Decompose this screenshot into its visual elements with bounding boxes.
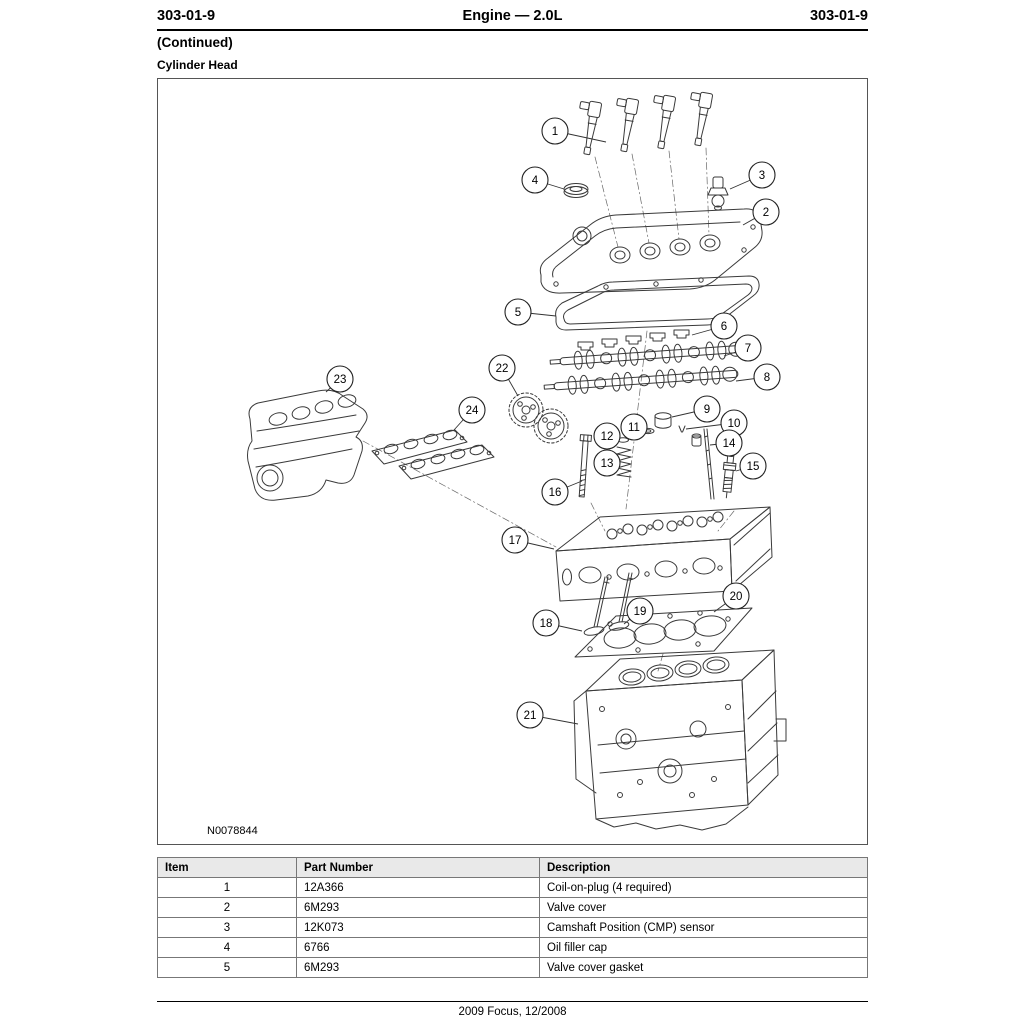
cell-item: 5 [158,958,297,978]
callout-9 [672,396,720,422]
svg-text:2: 2 [762,207,770,219]
svg-text:19: 19 [633,606,647,618]
svg-text:7: 7 [744,343,752,355]
svg-text:23: 23 [333,374,347,386]
callout-24 [454,397,485,430]
svg-text:21: 21 [523,710,537,722]
exhaust-manifold-drawing [248,390,368,500]
callout-5 [505,299,556,325]
cell-item: 3 [158,918,297,938]
callout-2 [743,199,779,225]
table-row [158,898,868,918]
header-row [158,858,868,878]
section-title: Cylinder Head [157,58,238,72]
continued-label: (Continued) [157,35,233,50]
svg-text:13: 13 [600,458,614,470]
svg-text:6: 6 [720,321,728,333]
svg-text:15: 15 [746,461,760,473]
callout-22 [489,355,518,396]
svg-text:14: 14 [722,438,736,450]
svg-text:12: 12 [600,431,614,443]
callout-21 [517,702,578,728]
page-footer [157,1001,868,1018]
cell-description: Camshaft Position (CMP) sensor [540,918,868,938]
svg-text:22: 22 [495,363,509,375]
callout-20 [714,583,749,612]
timing-sprockets-drawing [509,393,568,443]
svg-text:4: 4 [531,175,539,187]
cell-part-number: 6M293 [297,898,540,918]
callout-16 [542,479,582,505]
svg-text:1: 1 [551,126,559,138]
callout-18 [533,610,582,636]
callout-7 [724,335,761,361]
svg-text:24: 24 [465,405,479,417]
callout-13 [594,450,620,476]
table-row [158,938,868,958]
header-section-left: 303-01-9 [157,8,216,24]
callout-3 [730,162,775,189]
svg-text:18: 18 [539,618,553,630]
cmp-sensor-drawing [708,177,728,210]
callout-6 [692,313,737,339]
table-row [158,878,868,898]
column-header-part-number: Part Number [297,858,540,878]
cell-item: 4 [158,938,297,958]
svg-text:5: 5 [514,307,522,319]
parts-table [157,857,868,978]
manifold-gaskets-drawing [372,429,494,479]
spark-plug-drawing [720,453,737,498]
cell-item: 1 [158,878,297,898]
figure-number: N0078844 [207,825,258,837]
callout-15 [736,453,766,479]
callout-14 [710,430,742,456]
cell-description: Coil-on-plug (4 required) [540,878,868,898]
figure-box [157,78,868,845]
header-section-right: 303-01-9 [809,8,868,24]
table-row [158,918,868,938]
svg-text:16: 16 [548,487,562,499]
table-row [158,958,868,978]
parts-table-head [158,858,868,878]
engine-block-drawing [574,650,786,830]
cell-part-number: 6M293 [297,958,540,978]
cell-part-number: 12K073 [297,918,540,938]
header-title: Engine — 2.0L [462,8,563,24]
ignition-coils-drawing [572,90,713,155]
callout-12 [594,423,620,449]
cell-description: Valve cover [540,898,868,918]
cell-item: 2 [158,898,297,918]
manual-page [157,0,868,978]
column-header-item: Item [158,858,297,878]
cell-description: Oil filler cap [540,938,868,958]
cell-part-number: 12A366 [297,878,540,898]
oil-filler-cap-drawing [564,184,588,198]
svg-text:17: 17 [508,535,522,547]
exploded-view-drawing [248,90,787,830]
svg-text:8: 8 [763,372,771,384]
parts-table-body [158,878,868,978]
cylinder-head-bolt-drawing [576,435,591,498]
exploded-view-figure [158,79,867,844]
column-header-description: Description [540,858,868,878]
footer-text: 2009 Focus, 12/2008 [458,1006,567,1018]
svg-text:3: 3 [758,170,766,182]
callout-11 [621,414,647,440]
callout-23 [326,366,353,392]
callout-17 [502,527,554,553]
callout-4 [522,167,564,193]
callout-8 [736,364,780,390]
svg-text:11: 11 [628,422,640,434]
svg-text:20: 20 [729,591,743,603]
cell-part-number: 6766 [297,938,540,958]
callout-19 [624,598,653,624]
page-header [157,0,868,31]
svg-text:9: 9 [703,404,711,416]
cell-description: Valve cover gasket [540,958,868,978]
svg-text:10: 10 [727,418,741,430]
